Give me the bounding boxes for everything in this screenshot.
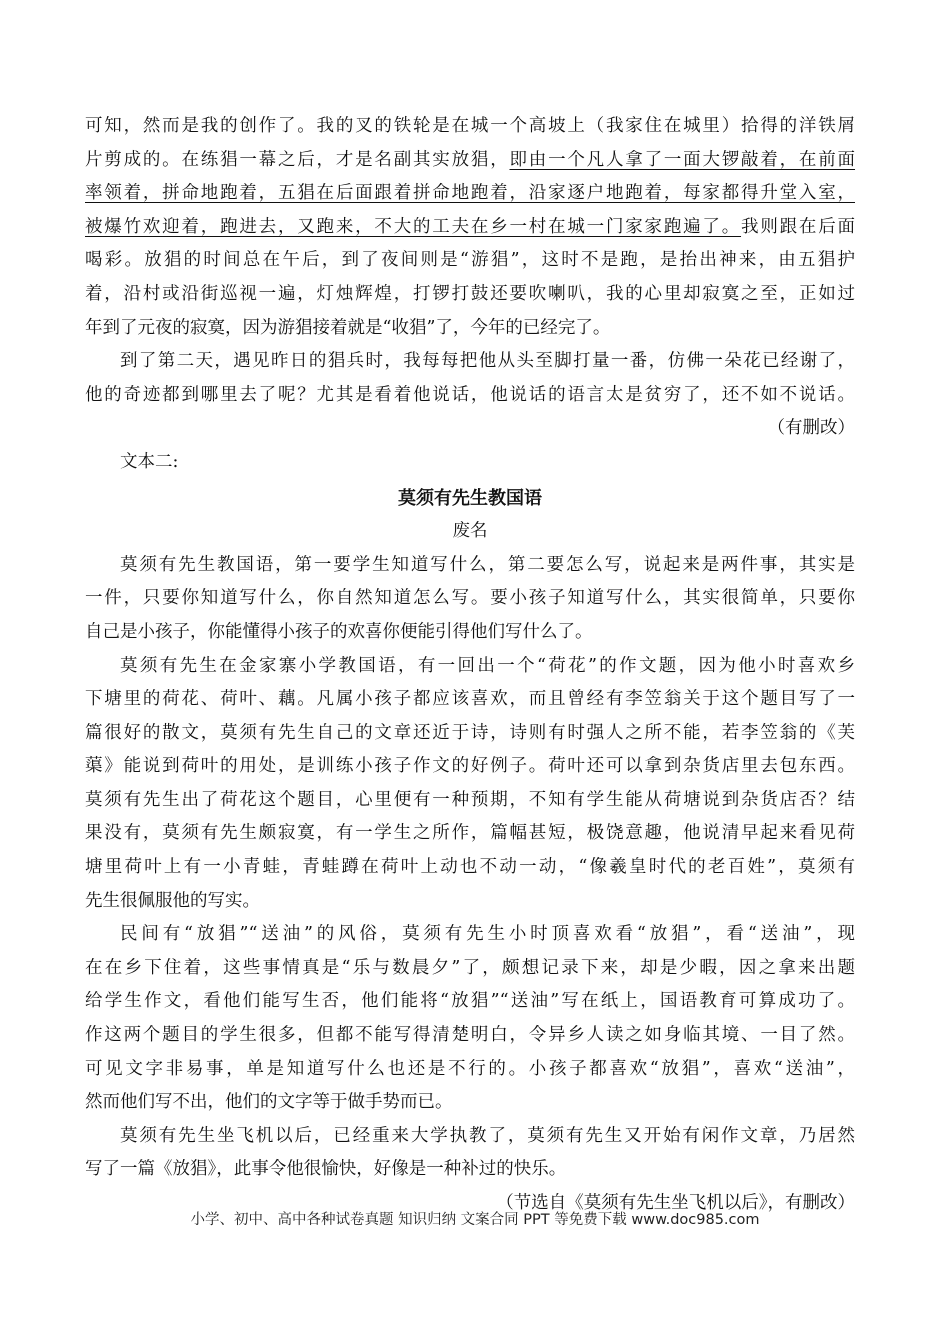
underlined-text: 被爆竹欢迎着，跑进去，又跑来，不大的工夫在乡一村在城一门家家跑遍了。 xyxy=(85,216,742,237)
text-line: 到了第二天，遇见昨日的猖兵时，我每每把他从头至脚打量一番，仿佛一朵花已经谢了， xyxy=(120,351,855,372)
text-line: 莫须有先生出了荷花这个题目，心里便有一种预期，不知有学生能从荷塘说到杂货店否？结 xyxy=(85,789,855,810)
text-line: 被爆竹欢迎着，跑进去，又跑来，不大的工夫在乡一村在城一门家家跑遍了。我则跟在后面 xyxy=(85,216,856,237)
underlined-text: 率领着，拼命地跑着，五猖在后面跟着拼命地跑着，沿家逐户地跑着，每家都得升堂入室， xyxy=(85,183,855,204)
text-line: 蕖》能说到荷叶的用处，是训练小孩子作文的好例子。荷叶还可以拿到杂货店里去包东西。 xyxy=(85,756,855,777)
text-line: 着，沿村或沿街巡视一遍，灯烛辉煌，打锣打鼓还要吹喇叭，我的心里却寂寞之至，正如过 xyxy=(85,283,855,304)
text-line: 给学生作文，看他们能写生否，他们能将“放猖”“送油”写在纸上，国语教育可算成功了。 xyxy=(85,991,855,1012)
text-line: 民间有“放猖”“送油”的风俗，莫须有先生小时顶喜欢看“放猖”，看“送油”，现 xyxy=(120,924,855,945)
text-line: 可知，然而是我的创作了。我的叉的铁轮是在城一个高坡上（我家住在城里）拾得的洋铁屑 xyxy=(85,116,855,136)
text-line: 塘里荷叶上有一小青蛙，青蛙蹲在荷叶上动也不动一动，“像羲皇时代的老百姓”，莫须有 xyxy=(85,857,855,878)
text-line: 果没有，莫须有先生颇寂寞，有一学生之所作，篇幅甚短，极饶意趣，他说清早起来看见荷 xyxy=(85,823,855,844)
text-line: 然而他们写不出，他们的文字等于做手势而已。 xyxy=(85,1092,453,1113)
revision-note: （有删改） xyxy=(767,418,855,439)
text-line: 写了一篇《放猖》，此事令他很愉快，好像是一种补过的快乐。 xyxy=(85,1159,567,1180)
text-line: 喝彩。放猖的时间总在午后，到了夜间则是“游猖”，这时不是跑，是抬出神来，由五猖护 xyxy=(85,250,855,271)
article-title: 莫须有先生教国语 xyxy=(398,487,542,509)
text-line: 莫须有先生在金家寨小学教国语，有一回出一个“荷花”的作文题，因为他小时喜欢乡 xyxy=(120,655,855,676)
text-line: 年到了元夜的寂寞，因为游猖接着就是“收猖”了，今年的已经完了。 xyxy=(85,317,611,338)
section-label: 文本二: xyxy=(120,451,179,472)
text-line: 莫须有先生教国语，第一要学生知道写什么，第二要怎么写，说起来是两件事，其实是 xyxy=(120,554,855,575)
text-line: 先生很佩服他的写实。 xyxy=(85,890,260,911)
text-line: 下塘里的荷花、荷叶、藕。凡属小孩子都应该喜欢，而且曾经有李笠翁关于这个题目写了一 xyxy=(85,689,855,710)
page-footer: 小学、初中、高中各种试卷真题 知识归纳 文案合同 PPT 等免费下载 www.doc985.com xyxy=(190,1212,760,1228)
text-line: 篇很好的散文，莫须有先生自己的文章还近于诗，诗则有时强人之所不能，若李笠翁的《芙 xyxy=(85,722,855,743)
text-line: 作这两个题目的学生很多，但都不能写得清楚明白，令异乡人读之如身临其境、一目了然。 xyxy=(85,1025,855,1046)
text-line: 一件，只要你知道写什么，你自然知道怎么写。要小孩子知道写什么，其实很简单，只要你 xyxy=(85,588,855,609)
text-line: 自己是小孩子，你能懂得小孩子的欢喜你便能引得他们写什么了。 xyxy=(85,621,593,642)
text-line: 片剪成的。在练猖一幕之后，才是名副其实放猖，即由一个凡人拿了一面大锣敲着，在前面 xyxy=(85,149,856,170)
text-line: 莫须有先生坐飞机以后，已经重来大学执教了，莫须有先生又开始有闲作文章，乃居然 xyxy=(120,1125,855,1146)
text-line: 在在乡下住着，这些事情真是“乐与数晨夕”了，颇想记录下来，却是少暇，因之拿来出题 xyxy=(85,957,855,978)
text-line: 他的奇迹都到哪里去了呢？尤其是看着他说话，他说话的语言太是贫穷了，还不如不说话。 xyxy=(85,384,855,405)
source-note: （节选自《莫须有先生坐飞机以后》，有删改） xyxy=(496,1193,855,1213)
article-author: 废名 xyxy=(452,521,488,542)
text-line: 可见文字非易事，单是知道写什么也还是不行的。小孩子都喜欢“放猖”，喜欢“送油”， xyxy=(85,1058,855,1079)
document-body xyxy=(85,110,855,1221)
underlined-text: 即由一个凡人拿了一面大锣敲着，在前面 xyxy=(509,149,856,170)
